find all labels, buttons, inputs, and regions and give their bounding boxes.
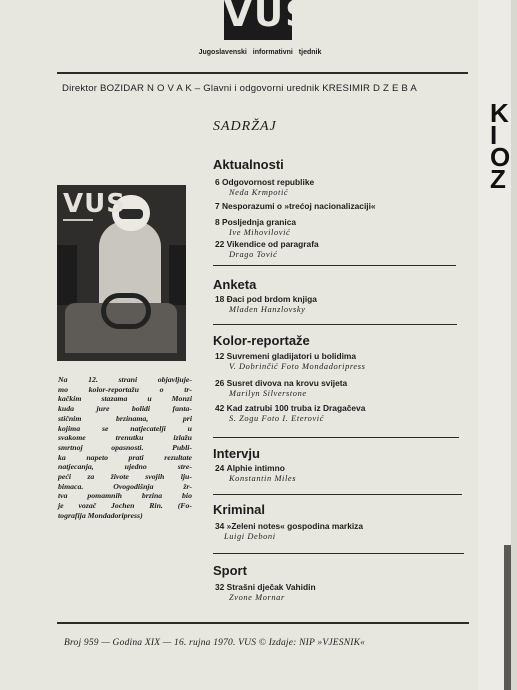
section-intervju: Intervju (213, 446, 260, 461)
toc-item[interactable]: 42 Kad zatrubi 100 truba iz Dragačeva S. Zogu Foto I. Eterović (215, 403, 366, 423)
section-rule (213, 265, 456, 266)
vus-logo (224, 0, 314, 40)
header-rule (57, 72, 468, 74)
toc-item[interactable]: 26 Susret divova na krovu svijeta Marilyn Silverstone (215, 378, 348, 398)
side-fragment: I (490, 120, 498, 150)
tyre-right (169, 245, 186, 305)
side-fragment: O (490, 142, 511, 172)
footer-rule (57, 622, 469, 624)
toc-title: Suvremeni gladijatori u bolidima (226, 351, 357, 361)
toc-title: Alphie intimno (226, 463, 285, 473)
toc-item[interactable]: 34 »Zeleni notes« gospodina markiza Luigi Deboni (215, 521, 364, 541)
section-rule (213, 324, 457, 325)
section-kriminal: Kriminal (213, 502, 266, 517)
cover-photo (57, 185, 186, 361)
toc-author: Marilyn Silverstone (229, 388, 307, 398)
section-rule (213, 553, 464, 554)
toc-item[interactable]: 6 Odgovornost republike Neda Krmpotić (215, 177, 315, 197)
section-aktualnosti: Aktualnosti (213, 157, 284, 172)
toc-title: Odgovornost republike (222, 177, 315, 187)
toc-title: Vikendice od paragrafa (226, 239, 319, 249)
logo-text: VUS (224, 0, 314, 35)
tagline: Jugoslavenski informativni tjednik (198, 49, 322, 56)
footer-imprint: Broj 959 — Godina XIX — 16. rujna 1970. VUS © Izdaje: NIP »VJESNIK« (64, 638, 366, 648)
toc-title: Nesporazumi o »trećoj nacionalizaciji« (222, 201, 376, 211)
section-kolor-reportaze: Kolor-reportaže (213, 333, 310, 348)
toc-author: V. Dobrinčić Foto Mondadoripress (229, 361, 366, 371)
toc-author: Mladen Hanzlovsky (229, 304, 306, 314)
cover-logo: VUS (63, 189, 126, 219)
section-sport: Sport (213, 563, 247, 578)
toc-item[interactable]: 18 Đaci pod brdom knjiga Mladen Hanzlovsky (215, 294, 317, 314)
masthead: Direktor BOZIDAR N O V A K – Glavni i odgovorni urednik KRESIMIR D Z E B A (62, 83, 417, 94)
tyre-left (57, 245, 77, 305)
toc-title: Đaci pod brdom knjiga (226, 294, 317, 304)
toc-title: Kad zatrubi 100 truba iz Dragačeva (226, 403, 366, 413)
steering-wheel (101, 293, 151, 329)
toc-item[interactable]: 22 Vikendice od paragrafa Drago Tović (215, 239, 319, 259)
toc-title: Posljednja granica (222, 217, 297, 227)
adjacent-page (478, 0, 517, 690)
cover-stripe (63, 219, 93, 221)
toc-author: Ive Mihovilović (229, 227, 291, 237)
side-fragment: Z (490, 164, 506, 194)
toc-item[interactable]: 32 Strašni dječak Vahidin Zvone Mornar (215, 582, 316, 602)
toc-author: Neda Krmpotić (229, 187, 289, 197)
toc-title: Susret divova na krovu svijeta (226, 378, 348, 388)
side-fragment: K (490, 98, 509, 128)
toc-author: Drago Tović (229, 249, 278, 259)
toc-author: Luigi Deboni (224, 531, 276, 541)
contents-title: SADRŽAJ (213, 119, 277, 134)
toc-title: Strašni dječak Vahidin (226, 582, 316, 592)
section-rule (213, 494, 462, 495)
toc-item[interactable]: 12 Suvremeni gladijatori u bolidima V. Dobrinčić Foto Mondadoripress (215, 351, 366, 371)
toc-item[interactable]: 7 Nesporazumi o »trećoj nacionalizaciji« (215, 201, 376, 211)
cover-caption: Na 12. strani objavljuje- mo kolor-reportažu o tr- kačkim stazama u Monzi kuda jure bolidi fanta- stičnim brzinama, pri kojima se natjecatelji u svakome trenutku izlažu smrtnoj opasnosti. Publi- ka napeto prati rezultate natjecanja, ujedno stre- peći za živote svojih lju- bimaca. Ovogodišnja žr- tva pomamnih brzina bio je vozač Jochen Rin. (Fo- tografija Mondadoripress) (58, 375, 192, 520)
toc-item[interactable]: 8 Posljednja granica Ive Mihovilović (215, 217, 297, 237)
section-anketa: Anketa (213, 277, 257, 292)
toc-author: Zvone Mornar (229, 592, 285, 602)
section-rule (213, 437, 459, 438)
toc-author: S. Zogu Foto I. Eterović (229, 413, 325, 423)
page-edge (511, 0, 517, 690)
toc-item[interactable]: 24 Alphie intimno Konstantin Miles (215, 463, 297, 483)
toc-title: »Zeleni notes« gospodina markiza (226, 521, 364, 531)
toc-author: Konstantin Miles (229, 473, 297, 483)
